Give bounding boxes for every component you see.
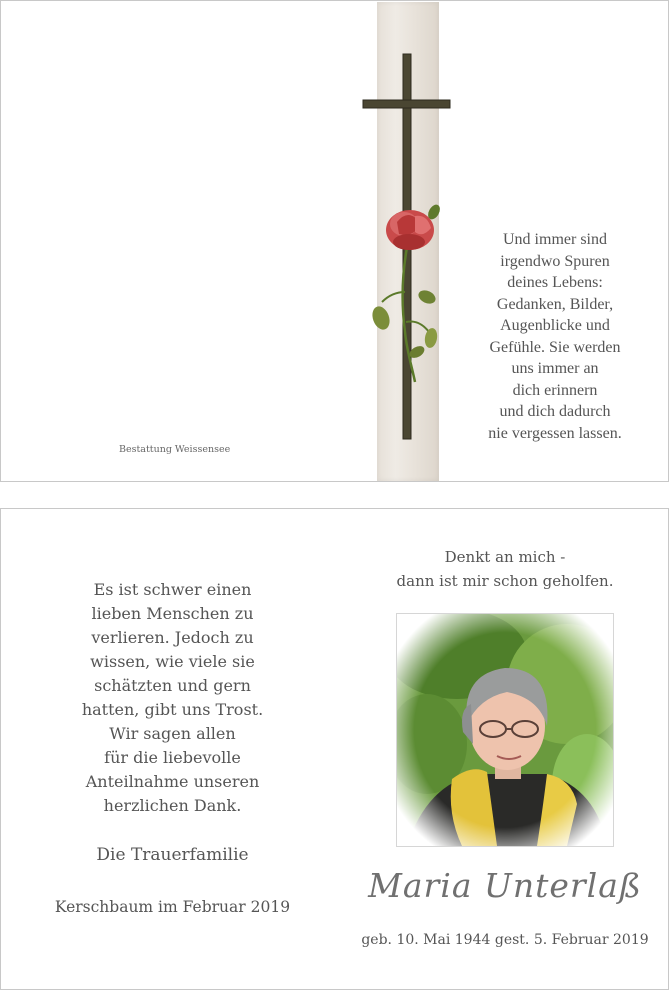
cross-with-rose-icon — [357, 2, 457, 481]
deceased-name: Maria Unterlaß — [368, 866, 642, 905]
poem-line: deines Lebens: — [507, 274, 603, 291]
stone-pillar — [377, 2, 439, 481]
portrait-image — [397, 614, 613, 846]
life-dates: geb. 10. Mai 1944 gest. 5. Februar 2019 — [361, 932, 649, 948]
quote-line: dann ist mir schon geholfen. — [396, 572, 614, 590]
thanks-line: herzlichen Dank. — [103, 796, 242, 815]
poem-line: Und immer sind — [503, 231, 607, 248]
poem — [471, 229, 639, 444]
card-front — [0, 0, 669, 482]
thanks-line: für die liebevolle — [104, 748, 241, 767]
poem-line: dich erinnern — [512, 381, 598, 399]
poem-line: irgendwo Spuren — [500, 252, 610, 270]
portrait-photo — [396, 613, 614, 847]
quote-line: Denkt an mich - — [444, 548, 566, 566]
thanks-line: Es ist schwer einen — [93, 580, 252, 599]
thanks-line: schätzten und gern — [94, 676, 251, 695]
thanks-line: Wir sagen allen — [109, 724, 236, 743]
poem-line: Augenblicke und — [500, 317, 610, 334]
family-signature: Die Trauerfamilie — [96, 845, 249, 865]
thanks-text — [50, 578, 295, 818]
undertaker-name: Bestattung Weissensee — [119, 444, 231, 455]
poem-line: uns immer an — [511, 360, 599, 377]
quote — [375, 545, 635, 593]
thanks-line: wissen, wie viele sie — [90, 652, 255, 671]
poem-line: Gefühle. Sie werden — [489, 338, 621, 356]
place-date: Kerschbaum im Februar 2019 — [54, 898, 291, 916]
poem-line: Gedanken, Bilder, — [496, 295, 614, 313]
thanks-line: Anteilnahme unseren — [85, 772, 260, 791]
poem-line: und dich dadurch — [499, 403, 611, 420]
thanks-line: verlieren. Jedoch zu — [91, 628, 254, 647]
poem-line: nie vergessen lassen. — [488, 424, 622, 442]
thanks-line: hatten, gibt uns Trost. — [81, 700, 264, 719]
thanks-line: lieben Menschen zu — [91, 604, 254, 623]
